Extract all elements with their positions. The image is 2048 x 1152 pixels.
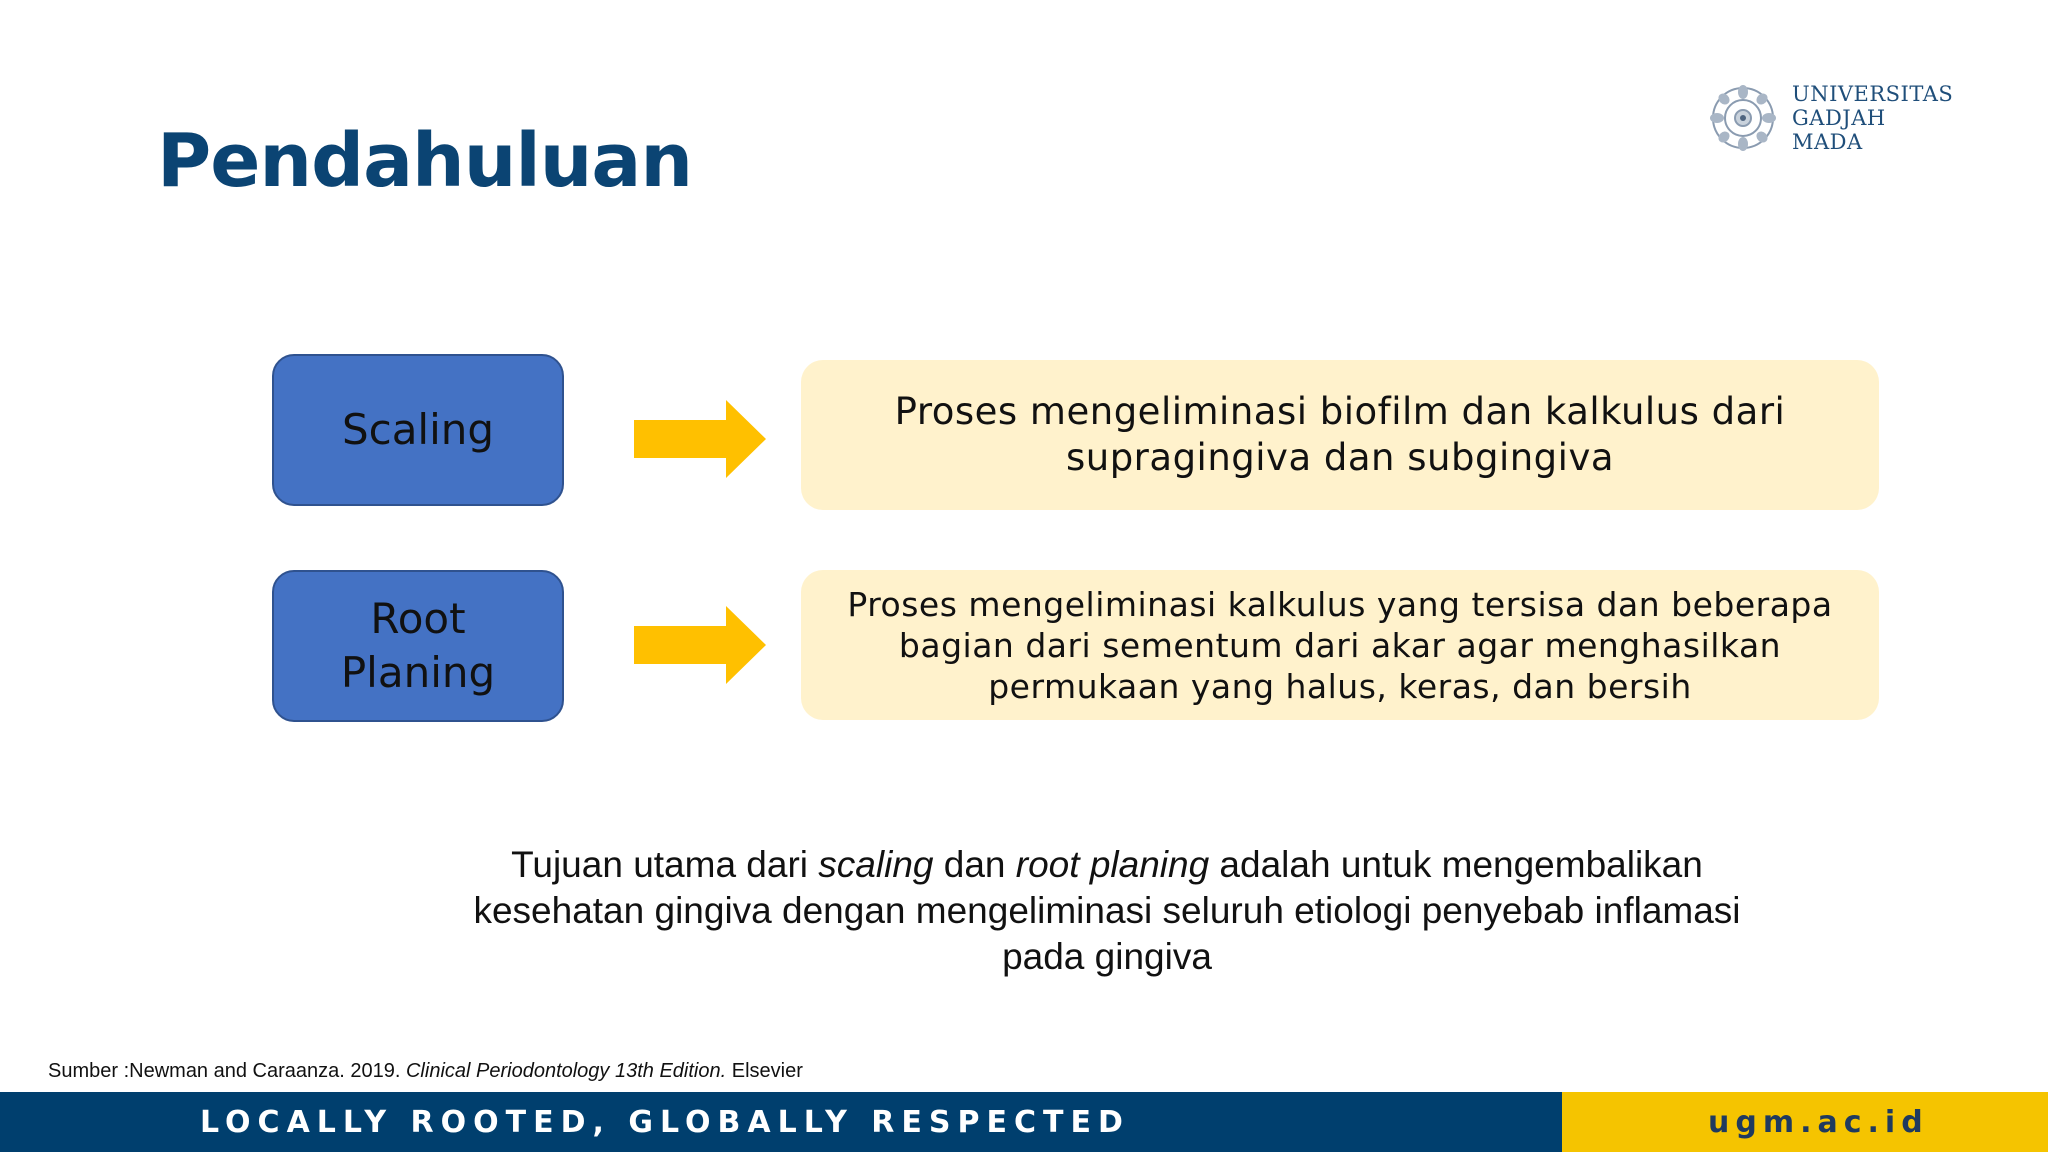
root-planing-term-line-2: Planing xyxy=(340,648,496,697)
root-planing-term-line-1: Root xyxy=(370,594,466,643)
slide-title: Pendahuluan xyxy=(157,118,693,204)
scaling-term-box xyxy=(272,354,564,506)
ugm-logo xyxy=(1708,82,1958,154)
logo-line-2: GADJAH MADA xyxy=(1792,106,1886,154)
source-citation xyxy=(48,1060,803,1083)
scaling-definition-text: Proses mengeliminasi biofilm dan kalkulus dari supragingiva dan subgingiva xyxy=(894,390,1786,479)
right-arrow-icon xyxy=(634,400,766,478)
footer-url-bar xyxy=(1562,1092,2048,1152)
root-planing-definition-box xyxy=(801,570,1879,720)
goal-text-2: dan xyxy=(933,844,1016,885)
root-planing-definition-text: Proses mengeliminasi kalkulus yang tersisa dan beberapa bagian dari sementum dari akar agar menghasilkan permukaan yang halus, keras, dan bersih xyxy=(847,584,1833,706)
logo-line-1: UNIVERSITAS xyxy=(1792,82,1954,106)
source-book-title: Clinical Periodontology 13th Edition. xyxy=(405,1060,727,1082)
ugm-seal-icon xyxy=(1708,83,1778,153)
goal-statement xyxy=(440,842,1774,980)
scaling-definition-box xyxy=(801,360,1879,510)
scaling-term-label: Scaling xyxy=(341,405,495,454)
footer-url: ugm.ac.id xyxy=(1708,1104,1929,1140)
goal-emphasis-root-planing: root planing xyxy=(1015,844,1210,885)
source-suffix: Elsevier xyxy=(726,1060,803,1082)
footer-tagline-bar xyxy=(0,1092,1562,1152)
right-arrow-icon xyxy=(634,606,766,684)
root-planing-term-box xyxy=(272,570,564,722)
goal-text-3: adalah untuk mengembalikan kesehatan gingiva dengan mengeliminasi seluruh etiologi penyebab inflamasi pada gingiva xyxy=(473,844,1741,977)
logo-wordmark xyxy=(1792,82,1958,154)
source-prefix: Sumber :Newman and Caraanza. 2019. xyxy=(48,1060,406,1082)
footer-tagline: LOCALLY ROOTED, GLOBALLY RESPECTED xyxy=(200,1104,1130,1140)
goal-emphasis-scaling: scaling xyxy=(818,844,934,885)
goal-text-1: Tujuan utama dari xyxy=(511,844,819,885)
